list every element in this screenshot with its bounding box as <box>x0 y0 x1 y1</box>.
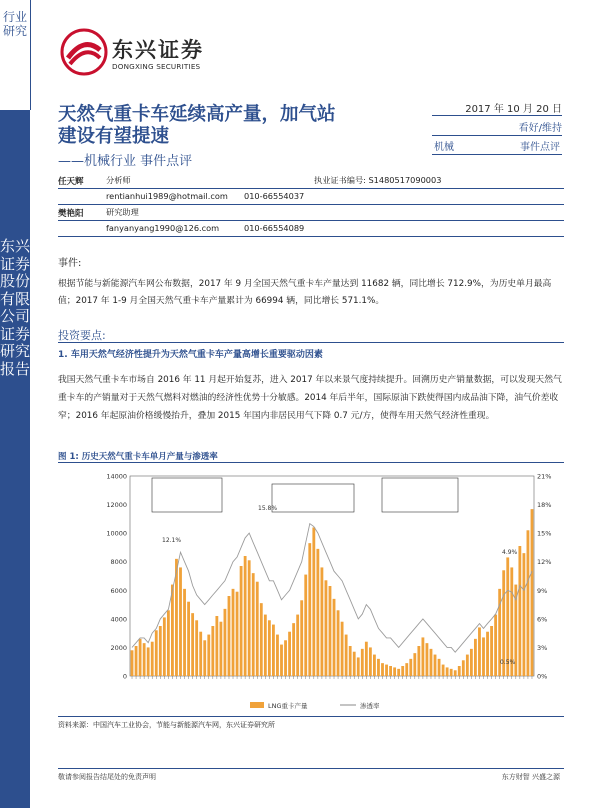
sidebar-category: 行业研究 <box>2 10 27 38</box>
legend-label: LNG重卡产量 <box>268 702 308 710</box>
chart-bar <box>337 610 340 676</box>
y-right-tick-label: 12% <box>537 558 552 567</box>
chart-bar <box>288 632 291 676</box>
legend-label: 渗透率 <box>360 702 380 710</box>
chart-bar <box>171 585 174 676</box>
chart-bar <box>490 626 493 676</box>
sidebar-top <box>0 0 31 110</box>
chart-bar <box>260 603 263 676</box>
chart-bar <box>203 640 206 676</box>
chart-bar <box>292 623 295 676</box>
divider <box>58 342 564 343</box>
logo-name: 东兴证券 <box>112 38 204 62</box>
chart-bar <box>486 632 489 676</box>
chart-bar <box>276 635 279 676</box>
report-title <box>58 104 418 148</box>
y-right-tick-label: 9% <box>537 586 548 595</box>
report-subtitle: ——机械行业 事件点评 <box>58 154 193 169</box>
chart-bar <box>462 660 465 676</box>
footer-slogan: 东方财智 兴盛之源 <box>501 773 560 781</box>
chart-bar <box>139 639 142 676</box>
analyst-name: 任天辉 <box>58 177 84 187</box>
chart-bar <box>494 615 497 676</box>
chart-bar <box>187 602 190 676</box>
chart-bar <box>248 560 251 676</box>
annotation-box <box>272 484 354 512</box>
sidebar <box>0 0 30 808</box>
y-right-tick-label: 18% <box>537 501 552 510</box>
annotation-box <box>152 478 222 512</box>
analyst-email[interactable]: fanyanyang1990@126.com <box>106 223 220 233</box>
analyst-contact-row <box>58 220 564 237</box>
chart-bar <box>466 655 469 676</box>
analyst-contact-row <box>58 188 564 205</box>
chart-bar <box>478 627 481 676</box>
event-label: 事件: <box>58 258 82 269</box>
chart-bar <box>207 635 210 676</box>
chart-bar <box>325 580 328 676</box>
analyst-role: 研究助理 <box>106 207 139 217</box>
chart-bar <box>224 609 227 676</box>
chart-bar <box>377 659 380 676</box>
y-right-tick-label: 3% <box>537 643 548 652</box>
chart-bar <box>361 649 364 676</box>
chart-bar <box>470 649 473 676</box>
chart-bar <box>215 616 218 676</box>
annotation-label: 15.8% <box>258 505 278 512</box>
point1-text: 我国天然气重卡车市场自 2016 年 11 月起开始复苏，进入 2017 年以来景气度持续提升。回溯历史产销量数据，可以发现天然气重卡车的产销量对于天然气燃料对燃油的经济性优势十分敏感。2014 年后半年，国际原油下跌使得国内成品油下降，油气价差收窄；2016 年起原油价格缓慢抬升，叠加 2015 年国内非居民用气下降 0.7 元/方，使得车用天然气经济性重现。 <box>58 375 562 421</box>
chart-bar <box>438 659 441 676</box>
chart-bar <box>409 659 412 676</box>
chart-bar <box>228 596 231 676</box>
production-chart <box>100 466 560 716</box>
chart-bar <box>421 637 424 676</box>
y-right-tick-label: 0% <box>537 672 548 681</box>
report-title-line1: 天然气重卡车延续高产量，加气站 <box>58 104 336 125</box>
chart-bar <box>413 653 416 676</box>
chart-bar <box>264 615 267 676</box>
chart-bar <box>300 600 303 676</box>
analyst-row <box>58 204 564 221</box>
y-left-tick-label: 8000 <box>110 558 127 567</box>
y-right-tick-label: 15% <box>537 529 552 538</box>
logo-name-en: DONGXING SECURITIES <box>112 62 201 71</box>
chart-bar <box>191 613 194 676</box>
annotation-label: 12.1% <box>162 537 182 544</box>
analyst-phone: 010-66554089 <box>244 223 305 233</box>
chart-bar <box>316 549 319 676</box>
chart-bar <box>252 573 255 676</box>
analyst-row <box>58 172 564 189</box>
sidebar-bottom <box>0 110 30 808</box>
chart-bar <box>442 665 445 676</box>
chart-bar <box>159 626 162 676</box>
event-text: 根据节能与新能源汽车网公布数据，2017 年 9 月全国天然气重卡车产量达到 11682 辆，同比增长 712.9%，为历史单月最高值；2017 年 1-9 月全国天然气重卡车产量累计为 66994 辆，同比增长 571.1%。 <box>58 279 552 306</box>
chart-bar <box>401 666 404 676</box>
annotation-box <box>382 478 458 512</box>
chart-bar <box>320 567 323 676</box>
chart-bar <box>268 620 271 676</box>
chart-bar <box>527 530 530 676</box>
company-logo <box>60 28 260 82</box>
chart-bar <box>219 622 222 676</box>
chart-bar <box>232 589 235 676</box>
y-left-tick-label: 14000 <box>106 472 127 481</box>
chart-bar <box>397 669 400 676</box>
tag-industry: 机械 <box>434 142 454 153</box>
y-left-tick-label: 10000 <box>106 529 127 538</box>
chart-bar <box>163 617 166 676</box>
tag-type: 事件点评 <box>520 142 560 153</box>
report-date: 2017 年 10 月 20 日 <box>432 100 562 116</box>
chart-bar <box>155 630 158 676</box>
analyst-name: 樊艳阳 <box>58 209 84 219</box>
chart-bar <box>195 620 198 676</box>
chart-bar <box>450 669 453 676</box>
chart-bar <box>357 657 360 676</box>
chart-bar <box>199 632 202 676</box>
figure-title: 图 1: 历史天然气重卡车单月产量与渗透率 <box>58 452 218 462</box>
chart-bar <box>369 647 372 676</box>
chart-bar <box>167 610 170 676</box>
logo-emblem-icon <box>60 28 108 76</box>
chart-bar <box>365 642 368 676</box>
chart-bar <box>349 646 352 676</box>
chart-bar <box>131 650 134 676</box>
chart-bar <box>434 655 437 676</box>
chart-bar <box>147 647 150 676</box>
chart-bar <box>151 642 154 676</box>
chart-bar <box>244 556 247 676</box>
chart-bar <box>446 667 449 676</box>
chart-bar <box>256 582 259 676</box>
report-title-line2: 建设有望提速 <box>58 126 170 147</box>
chart-bar <box>211 626 214 676</box>
chart-bar <box>143 643 146 676</box>
chart-bar <box>426 643 429 676</box>
footer-divider <box>58 768 564 769</box>
chart-bar <box>179 567 182 676</box>
chart-bar <box>345 635 348 676</box>
y-right-tick-label: 6% <box>537 615 548 624</box>
chart-bar <box>389 666 392 676</box>
footer-disclaimer: 敬请参阅报告结尾处的免责声明 <box>58 773 156 781</box>
investment-title: 投资要点: <box>58 329 106 342</box>
chart-bar <box>474 639 477 676</box>
chart-bar <box>284 640 287 676</box>
y-left-tick-label: 0 <box>122 672 127 681</box>
chart-bar <box>373 655 376 676</box>
annotation-label: 0.5% <box>500 659 516 666</box>
chart-bar <box>304 575 307 676</box>
divider <box>58 462 564 463</box>
divider <box>58 716 564 717</box>
chart-bar <box>272 625 275 676</box>
chart-bar <box>381 663 384 676</box>
chart-bar <box>522 553 525 676</box>
chart-bar <box>482 637 485 676</box>
chart-bar <box>280 645 283 676</box>
y-left-tick-label: 6000 <box>110 586 127 595</box>
chart-bar <box>312 527 315 676</box>
chart-bar <box>458 666 461 676</box>
chart-bar <box>135 646 138 676</box>
chart-bar <box>183 589 186 676</box>
chart-bar <box>296 615 299 676</box>
sidebar-company-report: 东兴证券股份有限公司证券研究报告 <box>0 237 31 378</box>
y-left-tick-label: 4000 <box>110 615 127 624</box>
chart-bar <box>518 546 521 676</box>
chart-bar <box>341 622 344 676</box>
chart-bar <box>405 663 408 676</box>
point1-title: 1. 车用天然气经济性提升为天然气重卡车产量高增长重要驱动因素 <box>58 350 323 360</box>
annotation-label: 4.9% <box>502 549 518 556</box>
chart-bar <box>393 667 396 676</box>
chart-bar <box>329 586 332 676</box>
analyst-phone: 010-66554037 <box>244 191 305 201</box>
chart-bar <box>531 509 534 676</box>
legend-swatch-bar <box>250 702 264 708</box>
chart-bar <box>236 592 239 676</box>
figure-source: 资料来源：中国汽车工业协会，节能与新能源汽车网，东兴证券研究所 <box>58 721 275 729</box>
chart-bar <box>240 566 243 676</box>
chart-bar <box>353 652 356 676</box>
analyst-email[interactable]: rentianhui1989@hotmail.com <box>106 191 228 201</box>
y-left-tick-label: 12000 <box>106 501 127 510</box>
report-rating: 看好/维持 <box>432 119 562 136</box>
y-left-tick-label: 2000 <box>110 643 127 652</box>
y-right-tick-label: 21% <box>537 472 552 481</box>
report-tags <box>432 138 562 155</box>
chart-bar <box>430 649 433 676</box>
chart-bar <box>308 543 311 676</box>
analyst-role: 分析师 <box>106 175 131 185</box>
report-info-box <box>432 100 562 155</box>
chart-bar <box>333 599 336 676</box>
analyst-cert: 执业证书编号: S1480517090003 <box>314 175 442 185</box>
chart-bar <box>454 670 457 676</box>
chart-bar <box>417 646 420 676</box>
chart-bar <box>385 665 388 676</box>
